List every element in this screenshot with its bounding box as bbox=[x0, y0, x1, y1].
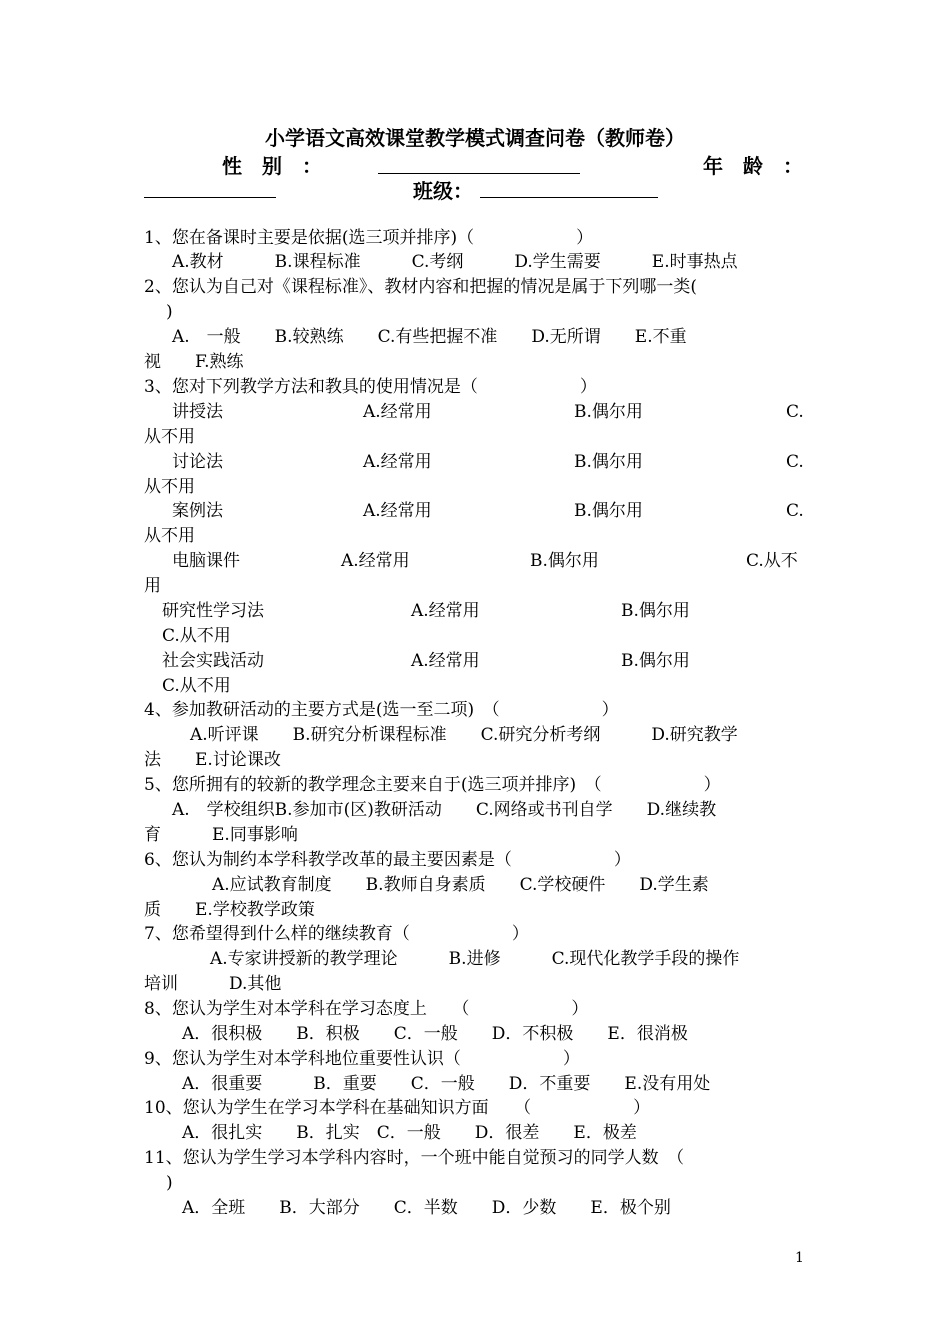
method-name: 电脑课件 bbox=[172, 551, 240, 571]
option-c-cont: 用 bbox=[144, 576, 161, 596]
option-b: B.偶尔用 bbox=[621, 651, 690, 671]
option-c: C. bbox=[786, 452, 804, 472]
question-5-options: A. 学校组织B.参加市(区)教研活动 C.网络或书刊自学 D.继续教 bbox=[172, 800, 717, 820]
class-blank[interactable] bbox=[480, 197, 658, 198]
method-name: 案例法 bbox=[172, 501, 223, 521]
question-8: 8、您认为学生对本学科在学习态度上 （ ） bbox=[144, 999, 589, 1019]
option-a: A.经常用 bbox=[411, 601, 480, 621]
question-2-options: A. 一般 B.较熟练 C.有些把握不准 D.无所谓 E.不重 bbox=[172, 327, 687, 347]
option-a: A.经常用 bbox=[363, 402, 432, 422]
question-2: 2、您认为自己对《课程标准》、教材内容和把握的情况是属于下列哪一类( bbox=[144, 277, 697, 297]
question-2-options-cont: 视 F.熟练 bbox=[144, 352, 244, 372]
question-7-options: A.专家讲授新的教学理论 B.进修 C.现代化教学手段的操作 bbox=[210, 949, 740, 969]
question-8-options: A．很积极 B．积极 C．一般 D．不积极 E．很消极 bbox=[182, 1024, 688, 1044]
gender-blank[interactable] bbox=[378, 173, 580, 174]
option-c: C. bbox=[786, 402, 804, 422]
question-5-options-cont: 育 E.同事影响 bbox=[144, 825, 298, 845]
option-a: A.经常用 bbox=[341, 551, 410, 571]
question-1: 1、您在备课时主要是依据(选三项并排序)（ ） bbox=[144, 228, 594, 248]
option-c-cont: 从不用 bbox=[144, 477, 195, 497]
question-6-options: A.应试教育制度 B.教师自身素质 C.学校硬件 D.学生素 bbox=[212, 875, 709, 895]
age-label: 年 龄 ： bbox=[703, 154, 803, 178]
method-name: 讨论法 bbox=[172, 452, 223, 472]
question-4: 4、参加教研活动的主要方式是(选一至二项) （ ） bbox=[144, 700, 619, 720]
question-11: 11、您认为学生学习本学科内容时，一个班中能自觉预习的同学人数 （ bbox=[144, 1148, 685, 1168]
question-2-cont: ) bbox=[166, 302, 173, 322]
option-c: C.从不用 bbox=[162, 626, 231, 646]
option-a: A.经常用 bbox=[363, 452, 432, 472]
method-name: 讲授法 bbox=[172, 402, 223, 422]
question-7: 7、您希望得到什么样的继续教育（ ） bbox=[144, 924, 529, 944]
question-5: 5、您所拥有的较新的教学理念主要来自于(选三项并排序) （ ） bbox=[144, 775, 721, 795]
option-a: A.经常用 bbox=[363, 501, 432, 521]
option-c: C.从不 bbox=[746, 551, 798, 571]
option-b: B.偶尔用 bbox=[574, 501, 643, 521]
question-4-options: A.听评课 B.研究分析课程标准 C.研究分析考纲 D.研究教学 bbox=[190, 725, 738, 745]
page-title: 小学语文高效课堂教学模式调查问卷（教师卷） bbox=[265, 126, 685, 150]
page-number: 1 bbox=[795, 1250, 804, 1266]
question-10: 10、您认为学生在学习本学科在基础知识方面 （ ） bbox=[144, 1098, 651, 1118]
class-label: 班级： bbox=[413, 179, 473, 203]
question-7-options-cont: 培训 D.其他 bbox=[144, 974, 282, 994]
option-c: C.从不用 bbox=[162, 676, 231, 696]
question-6-options-cont: 质 E.学校教学政策 bbox=[144, 900, 315, 920]
question-1-options: A.教材 B.课程标准 C.考纲 D.学生需要 E.时事热点 bbox=[172, 252, 738, 272]
option-a: A.经常用 bbox=[411, 651, 480, 671]
question-10-options: A．很扎实 B．扎实 C．一般 D．很差 E．极差 bbox=[182, 1123, 637, 1143]
question-11-cont: ) bbox=[166, 1173, 173, 1193]
question-3: 3、您对下列教学方法和教具的使用情况是（ ） bbox=[144, 377, 597, 397]
question-11-options: A．全班 B．大部分 C．半数 D．少数 E．极个别 bbox=[182, 1198, 671, 1218]
gender-label: 性 别 ： bbox=[222, 154, 322, 178]
option-b: B.偶尔用 bbox=[574, 452, 643, 472]
option-c: C. bbox=[786, 501, 804, 521]
method-name: 社会实践活动 bbox=[162, 651, 264, 671]
option-c-cont: 从不用 bbox=[144, 427, 195, 447]
question-4-options-cont: 法 E.讨论课改 bbox=[144, 750, 281, 770]
option-b: B.偶尔用 bbox=[530, 551, 599, 571]
age-blank[interactable] bbox=[144, 197, 276, 198]
question-9-options: A．很重要 B．重要 C．一般 D．不重要 E.没有用处 bbox=[182, 1074, 711, 1094]
option-b: B.偶尔用 bbox=[574, 402, 643, 422]
option-b: B.偶尔用 bbox=[621, 601, 690, 621]
question-6: 6、您认为制约本学科教学改革的最主要因素是（ ） bbox=[144, 850, 631, 870]
question-9: 9、您认为学生对本学科地位重要性认识（ ） bbox=[144, 1049, 580, 1069]
option-c-cont: 从不用 bbox=[144, 526, 195, 546]
method-name: 研究性学习法 bbox=[162, 601, 264, 621]
